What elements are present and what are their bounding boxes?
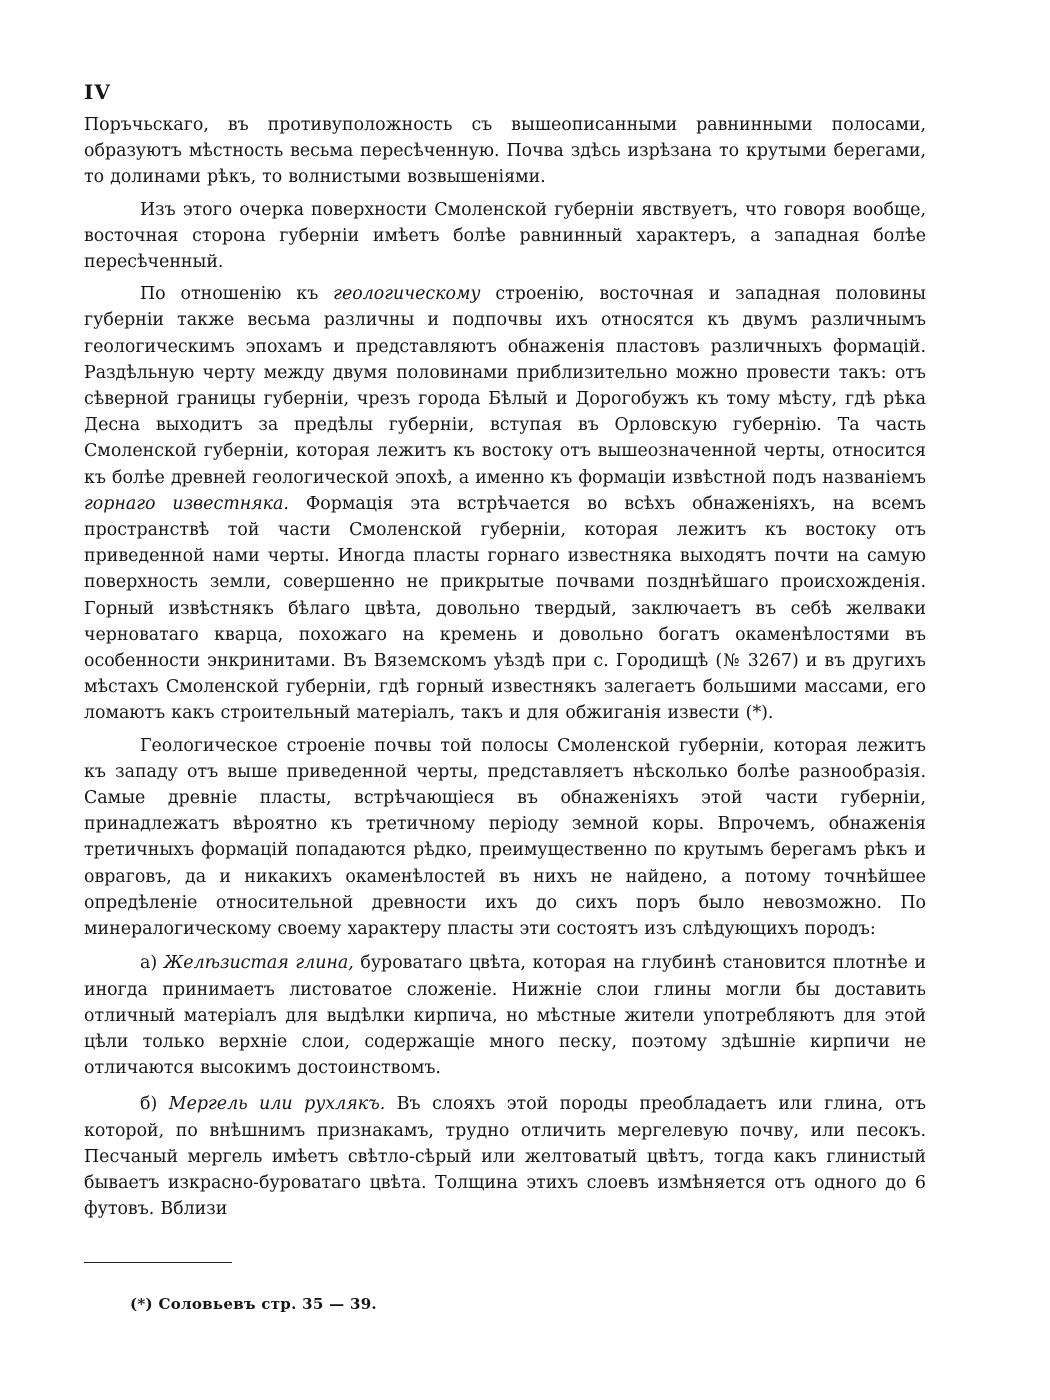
item-b-marker: б): [140, 1094, 169, 1115]
paragraph-geology-west: Геологическое строеніе почвы той полосы Смоленской губерніи, которая лежитъ къ западу отъ выше приведенной черты, представляетъ нѣсколько болѣе разнообразія. Самые древніе пласты, встрѣчающіеся въ обнаженіяхъ этой части губерніи, принадлежатъ вѣроятно къ третичному періоду земной коры. Впрочемъ, обнаженія третичныхъ формацій попадаются рѣдко, преимущественно по крутымъ берегамъ рѣкъ и овраговъ, да и никакихъ окаменѣлостей въ нихъ не найдено, а потому точнѣйшее опредѣленіе относительной древности ихъ до сихъ поръ было невозможно. По минералогическому своему характеру пласты эти состоятъ изъ слѣдующихъ породъ:: [84, 735, 926, 940]
paragraph-overview: Изъ этого очерка поверхности Смоленской губерніи явствуетъ, что говоря вообще, восточная сторона губерніи имѣетъ болѣе равнинный характеръ, а западная болѣе пересѣченный.: [84, 199, 926, 273]
paragraph-geology-east-part1: По отношенію къ: [140, 284, 334, 305]
term-geological: геологическому: [333, 284, 481, 305]
page-number: IV: [84, 80, 111, 104]
item-b-text: Въ слояхъ этой породы преобладаетъ или глина, отъ которой, по внѣшнимъ признакамъ, трудно отличить мергелевую почву, или песокъ. Песчаный мергель имѣетъ свѣтло-сѣрый или желтоватый цвѣтъ, тогда какъ глинистый бываетъ изкрасно-буроватаго цвѣта. Толщина этихъ слоевъ измѣняется отъ одного до 6 футовъ. Вблизи: [84, 1094, 926, 1220]
item-a-term: Желѣзистая глина,: [163, 953, 354, 974]
item-b-marl: [84, 1091, 926, 1222]
item-a-marker: а): [140, 953, 164, 974]
paragraph-geology-east-part2: строенію, восточная и западная половины губерніи также весьма различны и подпочвы ихъ относятся къ двумъ различнымъ геологическимъ эпохамъ и представляютъ обнаженія пластовъ различныхъ формацій. Раздѣльную черту между двумя половинами приблизительно можно провести такъ: отъ сѣверной границы губерніи, чрезъ города Бѣлый и Дорогобужъ къ тому мѣсту, гдѣ рѣка Десна выходитъ за предѣлы губерніи, вступая въ Орловскую губернію. Та часть Смоленской губерніи, которая лежитъ къ востоку отъ вышеозначенной черты, относится къ болѣе древней геологической эпохѣ, а именно къ формаціи извѣстной подъ названіемъ: [84, 284, 926, 488]
item-a-text: буроватаго цвѣта, которая на глубинѣ становится плотнѣе и иногда принимаетъ листоватое сложеніе. Нижніе слои глины могли бы доставить отличный матеріалъ для выдѣлки кирпича, но мѣстные жители употребляютъ для этой цѣли только верхніе слои, содержащіе много песку, поэтому здѣшніе кирпичи не отличаются высокимъ достоинствомъ.: [84, 953, 926, 1079]
paragraph-continuation: Поръчьскаго, въ противуположность съ вышеописанными равнинными полосами, образуютъ мѣстность весьма пересѣченную. Почва здѣсь изрѣзана то крутыми берегами, то долинами рѣкъ, то волнистыми возвышеніями.: [84, 115, 926, 188]
footnote-divider: [84, 1262, 232, 1263]
item-b-term: Мергель или рухлякъ.: [168, 1094, 386, 1115]
item-a-iron-clay: [84, 950, 926, 1081]
paragraph-geology-east-part3: Формація эта встрѣчается во всѣхъ обнаженіяхъ, на всемъ пространствѣ той части Смоленской губерніи, которая лежитъ къ востоку отъ приведенной нами черты. Иногда пласты горнаго известняка выходятъ почти на самую поверхность земли, совершенно не прикрытые почвами позднѣйшаго происхожденія. Горный извѣстнякъ бѣлаго цвѣта, довольно твердый, заключаетъ въ себѣ желваки черноватаго кварца, похожаго на кремень и довольно богатъ окаменѣлостями въ особенности энкринитами. Въ Вяземскомъ уѣздѣ при с. Городищѣ (№ 3267) и въ другихъ мѣстахъ Смоленской губерніи, гдѣ горный известнякъ залегаетъ большими массами, его ломаютъ какъ строительный матеріалъ, такъ и для обжиганія извести (*).: [84, 493, 926, 724]
footnote: (*) Соловьевъ стр. 35 — 39.: [130, 1295, 377, 1313]
paragraph-geology-east: [84, 281, 926, 726]
main-text: [84, 112, 926, 1222]
term-mountain-limestone: горнаго известняка.: [84, 493, 289, 514]
